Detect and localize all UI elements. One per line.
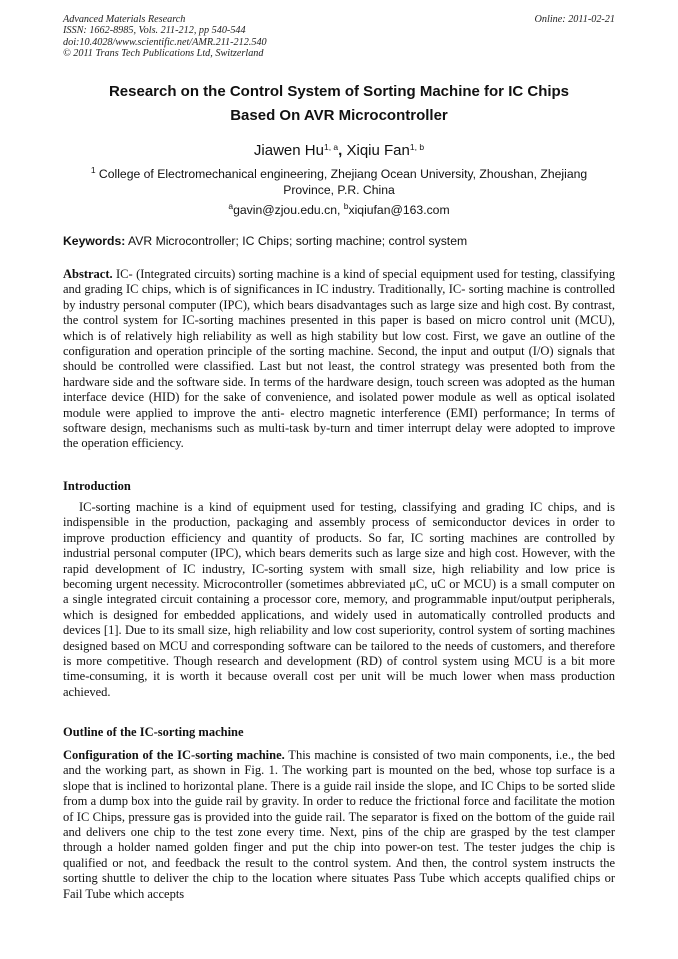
affiliation-marker: 1 [90,165,96,175]
configuration-label: Configuration of the IC-sorting machine. [63,748,285,762]
introduction-heading: Introduction [63,479,131,493]
email-b-marker: b [343,201,349,211]
email-b: xiqiufan@163.com [348,203,450,217]
author-2: Xiqiu Fan [342,142,410,159]
copyright-line: © 2011 Trans Tech Publications Ltd, Switzerland [63,48,264,60]
affiliation [80,163,598,198]
paper-title [40,80,638,128]
configuration-paragraph [63,748,615,902]
issn-line: ISSN: 1662-8985, Vols. 211-212, pp 540-544 [63,25,246,37]
journal-name: Advanced Materials Research [63,14,186,25]
author-emails [40,199,638,218]
configuration-text: This machine is consisted of two main components, i.e., the bed and the working part, as shown in Fig. 1. The working part is mounted on the bed, whose top surface is a slope that is inclined to horizontal plane. There is a guide rail inside the slope, and IC Chips to be sorted slide from a dump box into the guide rail by gravity. In order to reduce the frictional force and facilitate the motion of IC Chips, pressure gas is provided into the guide rail. The separator is fixed on the bottom of the guide rail and delivers one chip to the test zone every time. Next, pins of the chip are grasped by the test clamper through a holder named golden finger and put the chip into power-on test. The tester judges the chip is qualified or not, and feedback the result to the control system. And then, the control system instructs the sorting shuttle to deliver the chip to the location where situates Pass Tube which accepts qualified chips or Fail Tube which accepts [63,748,615,901]
author-1-marker: 1, a [323,142,339,152]
online-date: Online: 2011-02-21 [534,14,615,25]
author-list [40,136,638,162]
abstract-label: Abstract. [63,267,113,281]
keywords-text: AVR Microcontroller; IC Chips; sorting machine; control system [125,234,468,248]
title-line-1: Research on the Control System of Sorting Machine for IC Chips [108,83,570,100]
outline-heading: Outline of the IC-sorting machine [63,725,244,739]
abstract [63,267,615,452]
journal-header [63,14,615,60]
abstract-text: IC- (Integrated circuits) sorting machine is a kind of special equipment used for testing, classifying and grading IC chips, which is of significances in IC industry. Traditionally, IC- sorting machine is controlled by industry personal computer (IPC), which bears disadvantages such as large size and high cost. By contrast, the control system for IC-sorting machines presented in this paper is based on micro control unit (MCU), which is of relatively high reliability as well as high stability but low cost. First, we gave an outline of the configuration and operation principle of the sorting machine. Second, the input and output (I/O) signals that should be controlled were classified. Last but not least, the control strategy was presented both from the hardware side and the software side. In terms of the hardware design, touch screen was adopted as the human interface device (HID) for the sake of convenience, and isolated power module as well as optical isolated module were applied to improve the anti- electro magnetic interference (EMI) performance; In terms of software design, mechanisms such as multi-task by-turn and timer interrupt delay were adopted to improve the operation efficiency. [63,267,615,451]
email-a: gavin@zjou.edu.cn, [233,203,344,217]
keywords-label: Keywords: [63,234,126,248]
email-a-marker: a [228,201,234,211]
author-1: Jiawen Hu [253,142,324,159]
author-separator: , [338,142,343,159]
doi-line: doi:10.4028/www.scientific.net/AMR.211-212.540 [63,36,267,48]
keywords [63,233,615,249]
affiliation-text: College of Electromechanical engineering, Zhejiang Ocean University, Zhoushan, Zhejiang Province, P.R. China [95,167,588,197]
author-2-marker: 1, b [409,142,425,152]
title-line-2: Based On AVR Microcontroller [230,107,448,124]
introduction-paragraph: IC-sorting machine is a kind of equipment used for testing, classifying and grading IC chips, and is indispensible in the production, packaging and assembly process of semiconductor devices in order to improve production efficiency and quantity of products. So far, IC sorting machines are controlled by industrial personal computer (IPC), which bears demerits such as large size and high cost. However, with the rapid development of IC industry, IC-sorting system with small size, high reliability and low price is becoming urgent necessity. Microcontroller (sometimes abbreviated μC, uC or MCU) is a small computer on a single integrated circuit containing a processor core, memory, and programmable input/output peripherals, which is designed for embedded applications, and widely used in automatically controlled products and devices [1]. Due to its small size, high reliability and low cost superiority, control system of sorting machines designed based on MCU and corresponding software can be tailored to the needs of customers, and therefore is more competitive. Though research and development (RD) of control system using MCU is a bit more time-consuming, it is worth it because overall cost per unit will be much lower when mass production achieved. [63,500,615,699]
